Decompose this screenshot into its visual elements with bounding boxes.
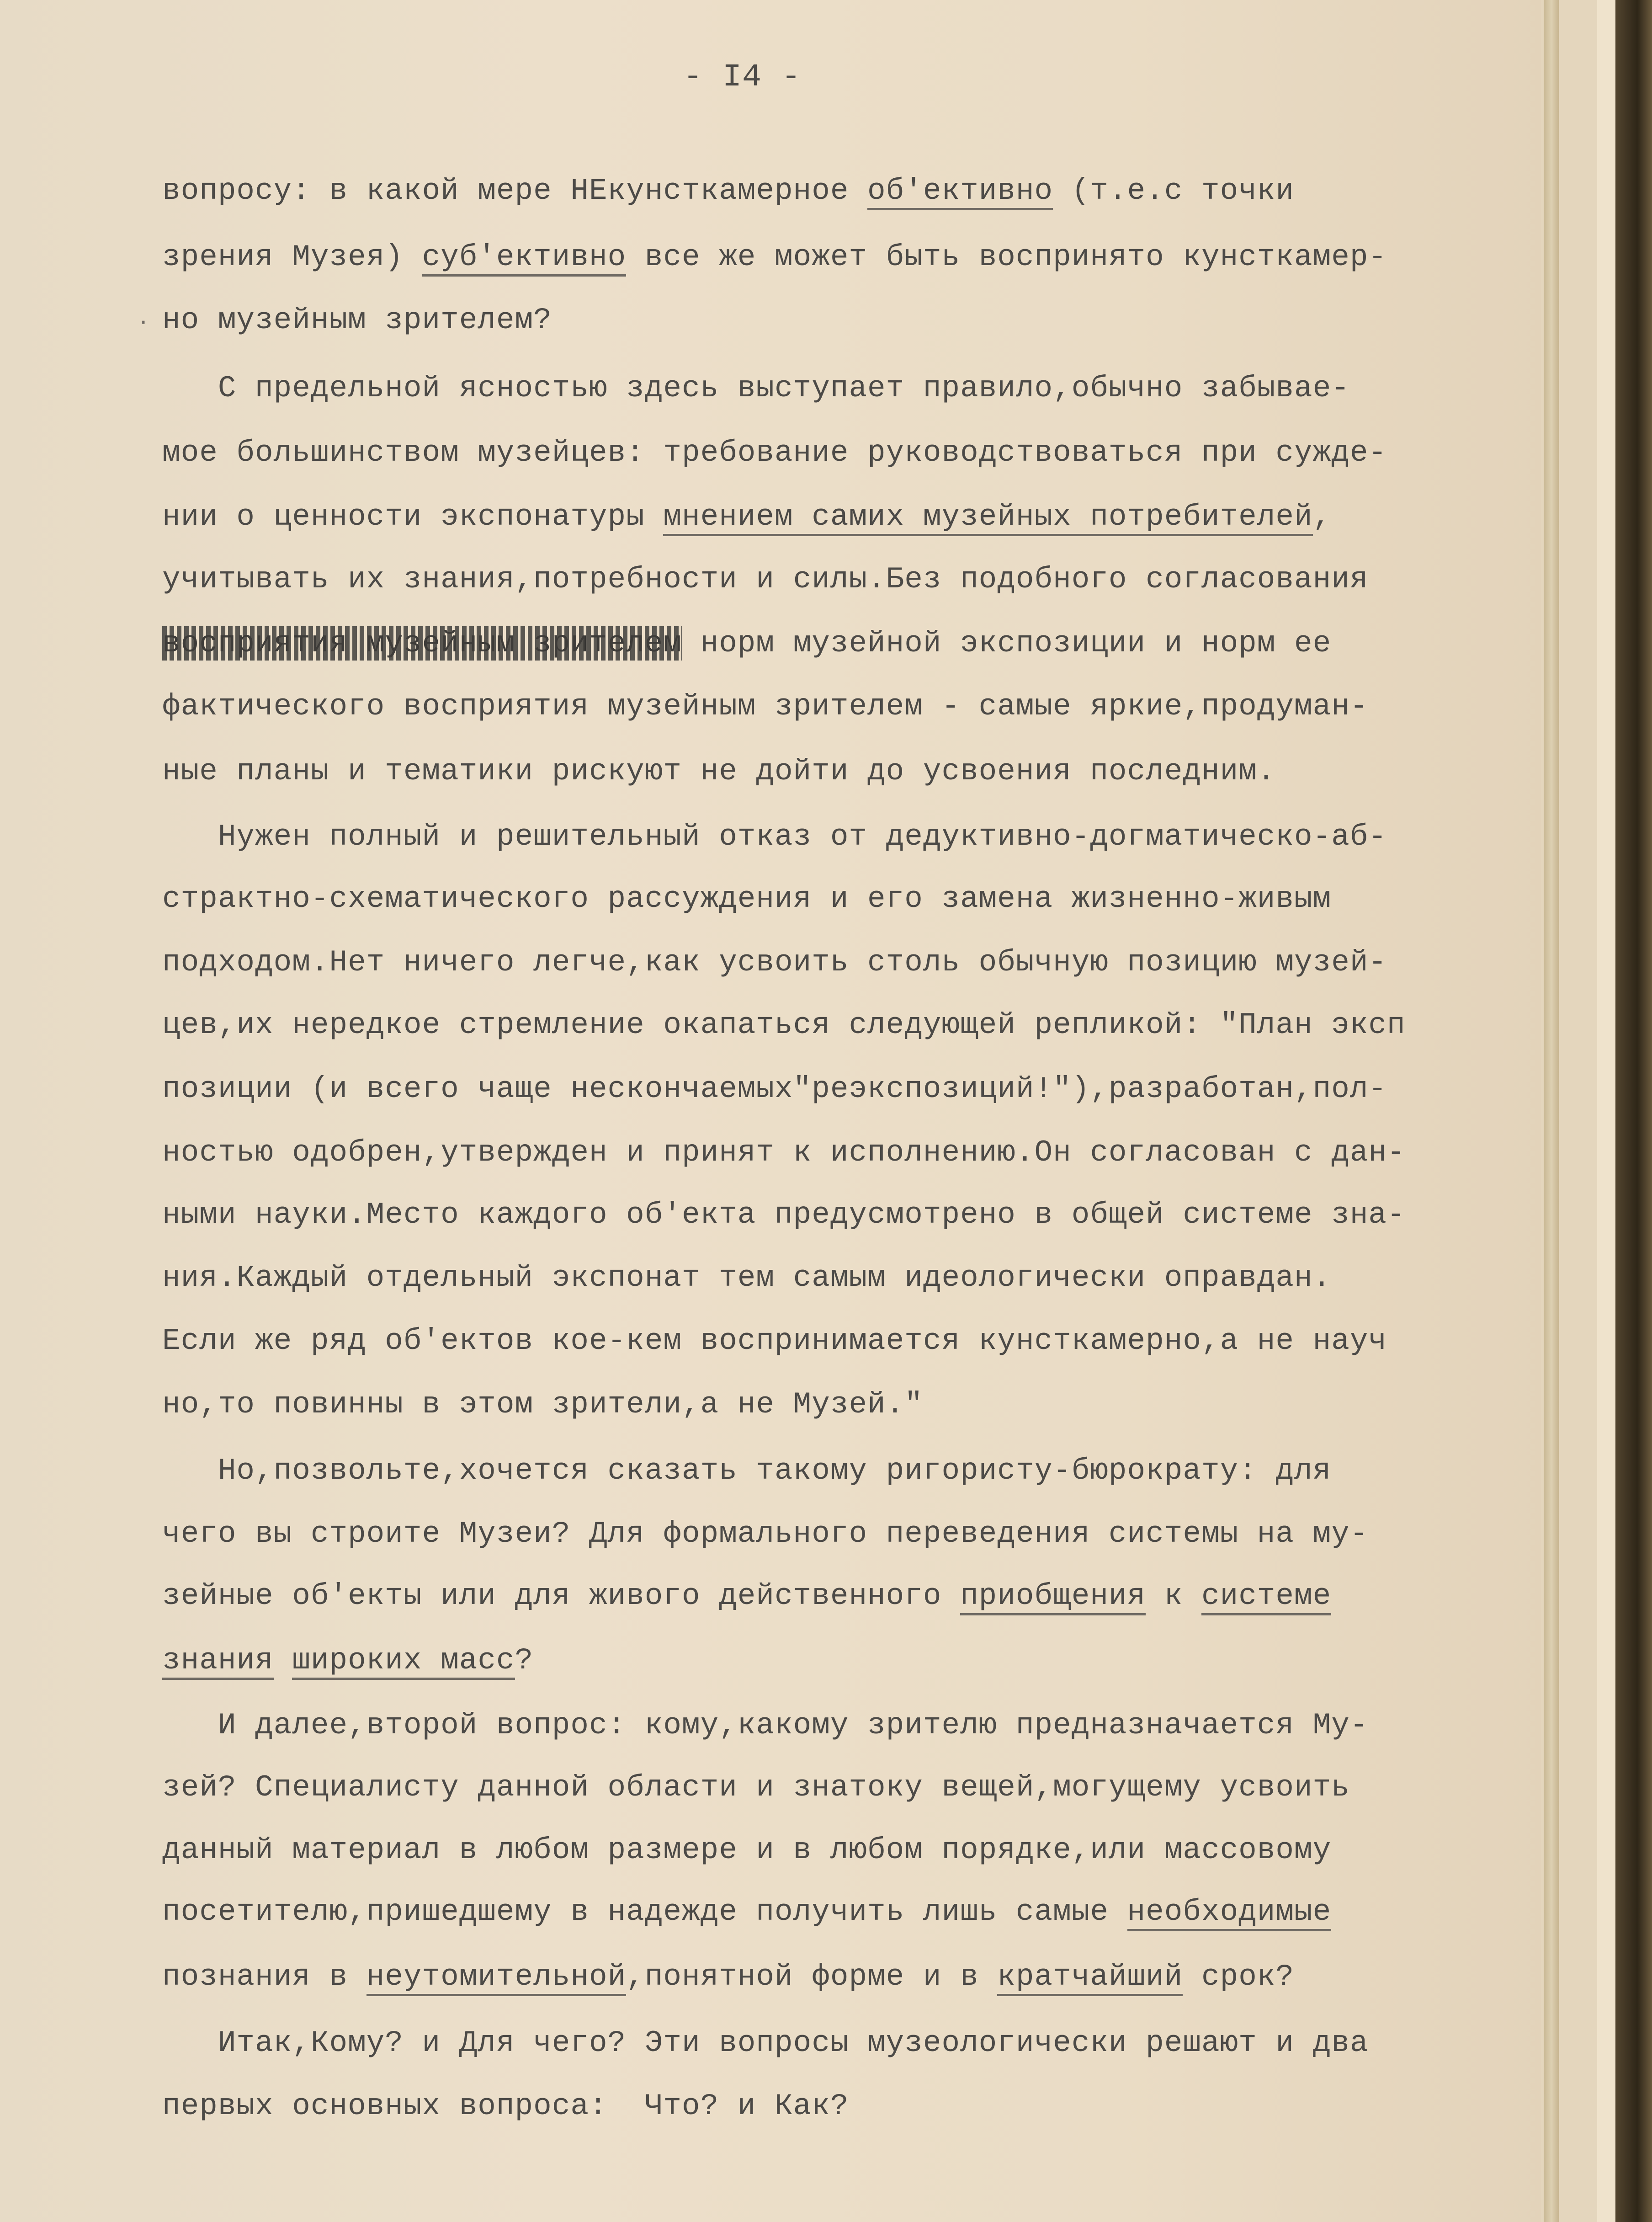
text-segment: Но,позвольте,хочется сказать такому ригористу-бюрократу: для — [162, 1454, 1332, 1488]
text-line — [162, 1200, 1406, 1230]
text-line — [162, 562, 1369, 597]
text-line — [162, 1387, 923, 1422]
underlined-phrase: приобщения — [960, 1579, 1146, 1615]
text-line — [162, 176, 1294, 206]
text-segment: Нужен полный и решительный отказ от дедуктивно-догматическо-аб- — [162, 820, 1387, 854]
text-segment: нии о ценности экспонатуры — [162, 500, 664, 534]
text-line — [162, 1643, 534, 1678]
text-segment: С предельной ясностью здесь выступает правило,обычно забывае- — [162, 371, 1350, 405]
text-segment: зей? Специалисту данной области и знатоку вещей,могущему усвоить — [162, 1770, 1350, 1805]
text-segment: Итак,Кому? и Для чего? Эти вопросы музеологически решают и два — [162, 2026, 1369, 2060]
text-line — [162, 438, 1387, 468]
underlined-phrase: неутомительной — [367, 1960, 627, 1996]
underlined-phrase: об'ективно — [867, 174, 1053, 210]
text-segment: Если же ряд об'ектов кое-кем воспринимается кунсткамерно,а не науч — [162, 1324, 1387, 1358]
text-segment: цев,их нередкое стремление окапаться следующей репликой: "План эксп — [162, 1008, 1406, 1042]
text-segment: познания в — [162, 1960, 367, 1994]
text-segment: мое большинством музейцев: требование руководствоваться при сужде- — [162, 436, 1387, 470]
text-line — [162, 1581, 1331, 1611]
text-segment: чего вы строите Музеи? Для формального переведения системы на му- — [162, 1517, 1369, 1551]
text-segment: зрения Музея) — [162, 240, 422, 274]
text-line — [162, 822, 1387, 852]
text-segment: ностью одобрен,утвержден и принят к исполнению.Он согласован с дан- — [162, 1135, 1406, 1170]
text-segment: норм музейной экспозиции и норм ее — [681, 626, 1332, 661]
text-line — [162, 2028, 1368, 2058]
page-number: - I4 - — [683, 59, 802, 96]
text-line — [162, 502, 1331, 532]
text-line — [162, 1456, 1331, 1486]
underlined-phrase: знания — [162, 1643, 274, 1680]
underlying-page-edge — [1597, 0, 1615, 2222]
text-segment: (т.е.с точки — [1053, 174, 1295, 208]
text-segment: фактического восприятия музейным зрителем - самые яркие,продуман- — [162, 689, 1369, 724]
text-segment: ными науки.Место каждого об'екта предусмотрено в общей системе зна- — [162, 1198, 1406, 1232]
text-line — [162, 242, 1387, 272]
text-segment: И далее,второй вопрос: кому,какому зрителю предназначается Му- — [162, 1708, 1369, 1742]
underlined-phrase: мнением самих музейных потребителей — [663, 500, 1312, 536]
text-segment: подходом.Нет ничего легче,как усвоить столь обычную позицию музей- — [162, 945, 1387, 980]
text-line — [162, 1962, 1294, 1992]
text-segment: первых основных вопроса: Что? и Как? — [162, 2089, 849, 2123]
margin-mark: · — [137, 311, 150, 335]
text-segment: ные планы и тематики рискуют не дойти до усвоения последним. — [162, 754, 1276, 789]
text-line — [162, 373, 1350, 404]
binding-spine — [1615, 0, 1652, 2222]
text-segment: все же может быть воспринято кунсткамер- — [626, 240, 1387, 274]
text-segment: вопросу: в какой мере НЕкунсткамерное — [162, 174, 868, 208]
text-segment: но,то повинны в этом зрители,а не Музей." — [162, 1387, 923, 1422]
text-line — [162, 884, 1331, 914]
underlined-phrase: кратчайший — [997, 1960, 1183, 1996]
text-line — [162, 1770, 1350, 1805]
text-line — [162, 2091, 849, 2121]
text-segment: посетителю,пришедшему в надежде получить лишь самые — [162, 1895, 1127, 1929]
text-line — [162, 1010, 1406, 1040]
text-line — [162, 1519, 1368, 1549]
text-segment: данный материал в любом размере и в любом порядке,или массовому — [162, 1833, 1332, 1867]
text-segment: зейные об'екты или для живого действенного — [162, 1579, 961, 1613]
text-segment: к — [1146, 1579, 1201, 1613]
text-segment: ния.Каждый отдельный экспонат тем самым идеологически оправдан. — [162, 1261, 1332, 1295]
text-segment: но музейным зрителем? — [162, 303, 552, 337]
text-line — [162, 1074, 1387, 1104]
text-segment: страктно-схематического рассуждения и его замена жизненно-живым — [162, 882, 1332, 916]
text-segment: ? — [515, 1643, 534, 1678]
text-segment — [274, 1643, 292, 1678]
underlined-phrase: широких масс — [292, 1643, 515, 1680]
text-segment: позиции (и всего чаще нескончаемых"реэкспозиций!"),разработан,пол- — [162, 1072, 1387, 1106]
text-line — [162, 945, 1387, 980]
text-line — [162, 1135, 1406, 1170]
text-segment: ,понятной форме и в — [626, 1960, 998, 1994]
text-line — [162, 1326, 1387, 1356]
text-segment: , — [1312, 500, 1332, 534]
underlined-phrase: суб'ективно — [422, 240, 627, 277]
text-line — [162, 1897, 1331, 1927]
text-segment: учитывать их знания,потребности и силы.Без подобного согласования — [162, 562, 1369, 597]
text-line — [162, 689, 1369, 724]
text-line — [162, 305, 552, 336]
text-segment: срок? — [1183, 1960, 1295, 1994]
struck-out-phrase: восприятия музейным зрителем — [162, 626, 682, 661]
text-line — [162, 1263, 1331, 1293]
text-line — [162, 626, 1332, 661]
binding-tape — [1544, 0, 1559, 2222]
underlined-phrase: необходимые — [1127, 1895, 1332, 1931]
text-line — [162, 1710, 1368, 1741]
text-line — [162, 754, 1276, 789]
underlined-phrase: системе — [1201, 1579, 1331, 1615]
text-line — [162, 1835, 1331, 1865]
